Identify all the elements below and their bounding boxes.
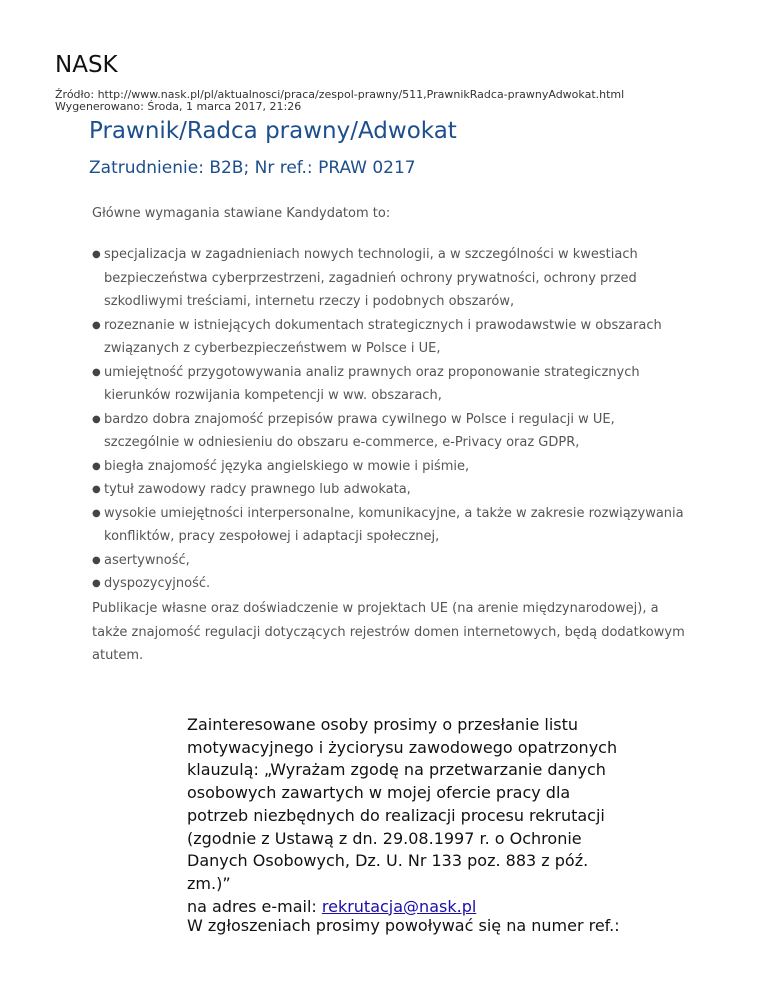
- bullet-icon: ●: [92, 319, 101, 331]
- list-item: ● wysokie umiejętności interpersonalne, komunikacyjne, a także w zakresie rozwiązywania konfliktów, pracy zespołowej i adaptacji społecznej,: [92, 502, 692, 549]
- list-item: ● bardzo dobra znajomość przepisów prawa cywilnego w Polsce i regulacji w UE, szczególnie w odniesieniu do obszaru e-commerce, e-Privacy oraz GDPR,: [92, 408, 692, 455]
- bullet-icon: ●: [92, 484, 101, 495]
- job-subtitle: Zatrudnienie: B2B; Nr ref.: PRAW 0217: [89, 158, 416, 178]
- email-link[interactable]: rekrutacja@nask.pl: [321, 896, 477, 916]
- contact-text: Zainteresowane osoby prosimy o przesłanie listu motywacyjnego i życiorysu zawodowego opatrzonych klauzulą: „Wyrażam zgodę na przetwarzanie danych osobowych zawartych w mojej ofercie pracy dla potrzeb niezbędnych do realizacji procesu rekrutacji (zgodnie z Ustawą z dn. 29.08.1997 r. o Ochronie Danych Osobowych, Dz. U. Nr 133 poz. 883 z póź. zm.)”: [187, 715, 618, 893]
- requirements-list: [92, 243, 692, 596]
- bullet-icon: ●: [92, 413, 101, 425]
- bullet-icon: ●: [92, 507, 101, 519]
- bullet-icon: ●: [92, 366, 101, 378]
- list-item: ● biegła znajomość języka angielskiego w mowie i piśmie,: [92, 455, 692, 479]
- bullet-icon: ●: [92, 578, 101, 589]
- requirements-intro: Główne wymagania stawiane Kandydatom to:: [92, 206, 391, 221]
- email-prefix: na adres e-mail:: [187, 896, 317, 916]
- list-item: ● tytuł zawodowy radcy prawnego lub adwokata,: [92, 478, 692, 502]
- bullet-icon: ●: [92, 249, 101, 260]
- generated-date: Wygenerowano: Środa, 1 marca 2017, 21:26: [55, 100, 302, 113]
- list-item: ● dyspozycyjność.: [92, 572, 692, 596]
- source-url: Źródło: http://www.nask.pl/pl/aktualnosci/praca/zespol-prawny/511,PrawnikRadca-prawnyAdwokat.html: [55, 88, 625, 101]
- bonus-paragraph: Publikacje własne oraz doświadczenie w projektach UE (na arenie międzynarodowej), a także znajomość regulacji dotyczących rejestrów domen internetowych, będą dodatkowym atutem.: [92, 601, 685, 663]
- bullet-icon: ●: [92, 460, 101, 472]
- list-item: ● umiejętność przygotowywania analiz prawnych oraz proponowanie strategicznych kierunków rozwijania kompetencji w ww. obszarach,: [92, 361, 692, 408]
- reference-note: W zgłoszeniach prosimy powoływać się na numer ref.:: [187, 916, 620, 935]
- list-item: ● asertywność,: [92, 549, 692, 573]
- site-name: NASK: [55, 52, 118, 78]
- document-meta: [55, 89, 624, 113]
- list-item: ● specjalizacja w zagadnieniach nowych technologii, a w szczególności w kwestiach bezpieczeństwa cyberprzestrzeni, zagadnień ochrony prywatności, ochrony przed szkodliwymi treściami, internetu rzeczy i podobnych obszarów,: [92, 243, 692, 314]
- list-item: ● rozeznanie w istniejących dokumentach strategicznych i prawodawstwie w obszarach związanych z cyberbezpieczeństwem w Polsce i UE,: [92, 314, 692, 361]
- bullet-icon: ●: [92, 554, 101, 566]
- job-title: Prawnik/Radca prawny/Adwokat: [89, 118, 457, 144]
- contact-paragraph: [187, 714, 627, 918]
